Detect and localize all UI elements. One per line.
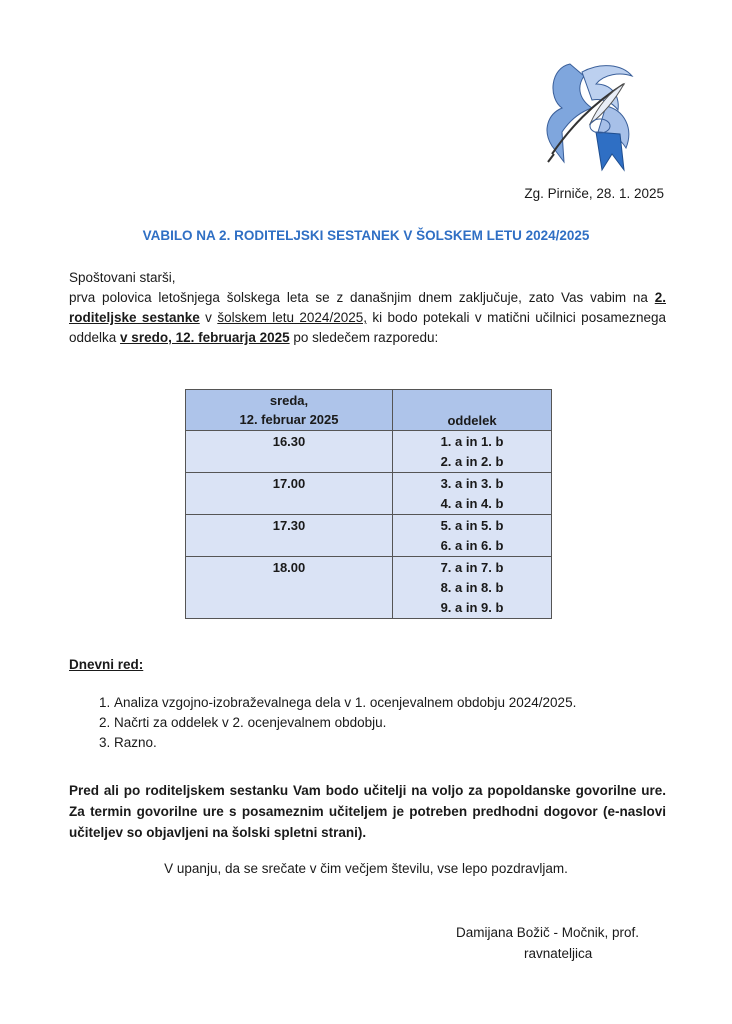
table-row	[186, 515, 552, 557]
time-cell: 17.30	[186, 515, 393, 557]
class-entry: 9. a in 9. b	[440, 600, 504, 615]
class-entry: 8. a in 8. b	[440, 580, 504, 595]
classes-cell	[393, 557, 552, 619]
school-logo-icon	[540, 58, 644, 172]
time-cell: 17.00	[186, 473, 393, 515]
intro-part-1: prva polovica letošnjega šolskega leta se z današnjim dnem zaključuje, zato Vas vabim na	[69, 290, 648, 305]
intro-part-5: ki bodo potekali v matični učilnici posameznega oddelka	[69, 310, 666, 345]
schedule-table	[185, 389, 552, 619]
intro-part-7: po sledečem razporedu:	[289, 330, 439, 345]
signature-role: ravnateljica	[524, 946, 593, 961]
header-day: sreda,	[269, 393, 309, 408]
greeting: Spoštovani starši,	[69, 270, 176, 285]
intro-part-3: v	[199, 310, 218, 325]
time-cell: 18.00	[186, 557, 393, 619]
list-item: 1. Analiza vzgojno-izobraževalnega dela v 1. ocenjevalnem obdobju 2024/2025.	[114, 693, 576, 713]
classes-cell	[393, 473, 552, 515]
school-year-underlined: šolskem letu 2024/2025,	[217, 310, 367, 325]
table-row	[186, 431, 552, 473]
table-row	[186, 557, 552, 619]
class-entry: 2. a in 2. b	[440, 454, 504, 469]
class-entry: 1. a in 1. b	[440, 434, 504, 449]
signature-name: Damijana Božič - Močnik, prof.	[456, 925, 640, 940]
agenda-heading: Dnevni red:	[69, 657, 144, 672]
meeting-date-emphasis: v sredo, 12. februarja 2025	[120, 330, 290, 345]
consultation-note: Pred ali po roditeljskem sestanku Vam bodo učitelji na voljo za popoldanske govorilne ure. Za termin govorilne ure s posameznim učiteljem je potreben predhodni dogovor (e-naslovi učiteljev so objavljeni na šolski spletni strani).	[69, 783, 666, 840]
header-date: 12. februar 2025	[239, 412, 339, 427]
list-item: 3. Razno.	[114, 733, 576, 753]
meetings-emphasis: 2. roditeljske sestanke	[69, 290, 666, 325]
classes-cell	[393, 431, 552, 473]
closing-line: V upanju, da se srečate v čim večjem številu, vse lepo pozdravljam.	[164, 861, 568, 876]
list-item: 2. Načrti za oddelek v 2. ocenjevalnem obdobju.	[114, 713, 576, 733]
intro-paragraph	[69, 288, 666, 348]
class-entry: 7. a in 7. b	[440, 560, 504, 575]
classes-cell	[393, 515, 552, 557]
class-entry: 6. a in 6. b	[440, 538, 504, 553]
document-title: VABILO NA 2. RODITELJSKI SESTANEK V ŠOLSKEM LETU 2024/2025	[142, 228, 590, 243]
intro-text	[69, 268, 666, 348]
class-entry: 3. a in 3. b	[440, 476, 504, 491]
header-class-label: oddelek	[447, 413, 497, 428]
class-entry: 4. a in 4. b	[440, 496, 504, 511]
time-cell: 16.30	[186, 431, 393, 473]
class-entry: 5. a in 5. b	[440, 518, 504, 533]
signature-block	[456, 922, 639, 964]
schedule-header-class	[393, 390, 552, 431]
table-row	[186, 473, 552, 515]
place-date: Zg. Pirniče, 28. 1. 2025	[524, 186, 664, 201]
agenda-list	[69, 693, 576, 753]
schedule-header-row	[186, 390, 552, 431]
schedule-header-date	[186, 390, 393, 431]
